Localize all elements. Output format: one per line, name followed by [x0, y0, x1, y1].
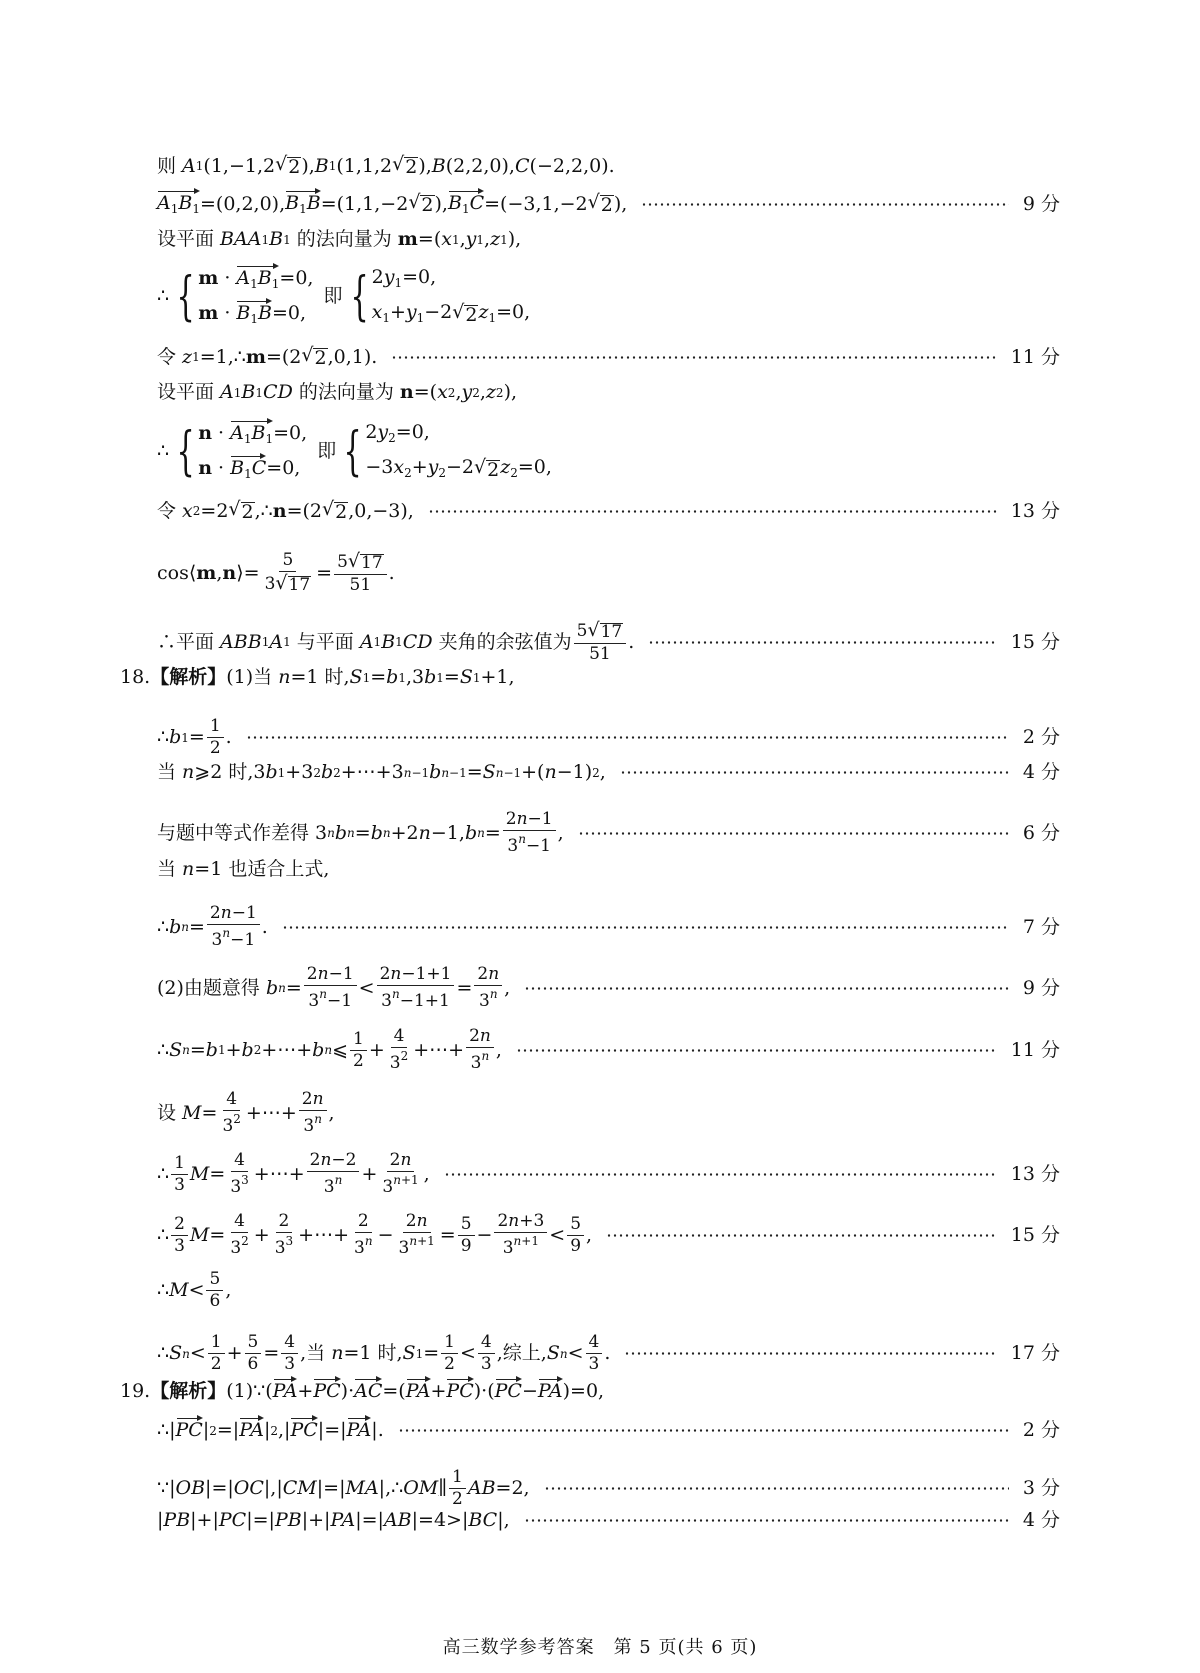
- solution-text: ∴| PC | 2 =| PA | 2 ,| PC |=| PA |.: [157, 1419, 384, 1441]
- line-6: [157, 383, 1060, 402]
- solution-text: ∴ M < $\frac{5}{6}$ ,: [157, 1269, 232, 1311]
- score-label: 17 分: [1010, 1342, 1060, 1364]
- leader-dots: [524, 1519, 1009, 1522]
- score-label: 9 分: [1022, 976, 1060, 999]
- score-label: 7 分: [1022, 915, 1060, 938]
- score-label: 4 分: [1022, 1509, 1060, 1531]
- leader-dots: [578, 832, 1009, 835]
- score-label: 13 分: [1010, 1162, 1060, 1185]
- question-18-heading: 18. 【解析】 (1)当 n =1 时, S 1 = b 1 ,3 b 1 = S 1 +1,: [120, 666, 515, 688]
- line-17: [157, 966, 1060, 1010]
- leader-dots: [428, 510, 997, 513]
- line-12: [157, 718, 1060, 757]
- page-footer: 高三数学参考答案 第 5 页(共 6 页): [442, 1637, 758, 1658]
- line-20: [157, 1152, 1060, 1196]
- line-26: [157, 1469, 1060, 1508]
- score-label: 11 分: [1010, 1038, 1060, 1061]
- line-22: [157, 1271, 1060, 1310]
- line-23: [157, 1334, 1060, 1373]
- line-15: [157, 860, 1060, 879]
- solution-text: cos⟨ m , n ⟩= 5 3 √ 17 = 5 √ 17 51 .: [157, 550, 395, 595]
- score-label: 13 分: [1010, 499, 1060, 522]
- solution-text: 设平面 A 1 B 1 CD 的法向量为 n =( x 2 , y 2 , z 2 ),: [157, 381, 518, 403]
- solution-text: 令 x 2 =2 √ 2 ,∴ n =(2 √ 2 ,0,−3),: [157, 498, 414, 523]
- score-label: 11 分: [1010, 345, 1060, 368]
- score-label: 3 分: [1022, 1477, 1060, 1499]
- leader-dots: [444, 1173, 997, 1176]
- score-label: 6 分: [1022, 821, 1060, 844]
- line-10: [157, 621, 1060, 663]
- solution-text: 与题中等式作差得 3 n b n = b n +2 n −1, b n = $\frac{2n-1}{3^n-1}$ ,: [157, 809, 564, 856]
- leader-dots: [282, 926, 1009, 929]
- line-13: [157, 763, 1060, 782]
- line-8: [157, 500, 1060, 522]
- line-5: [157, 346, 1060, 368]
- leader-dots: [246, 736, 1009, 739]
- question-19-heading: 19. 【解析】 (1)∵( PA + PC )· AC =( PA + PC )·( PC − PA )=0,: [120, 1380, 605, 1402]
- line-24: [120, 1382, 1060, 1401]
- solution-text: 则 A 1 (1,−1,2 √ 2 ), B 1 (1,1,2 √ 2 ), B (2,2,0), C (−2,2,0).: [157, 153, 615, 178]
- score-label: 9 分: [1022, 192, 1060, 215]
- solution-text: 当 n ⩾2 时,3 b 1 +3 2 b 2 +⋯+3 n−1 b n−1 = S n−1 +( n −1) 2 ,: [157, 761, 606, 783]
- leader-dots: [641, 203, 1009, 206]
- leader-dots: [620, 771, 1009, 774]
- solution-text: 当 n =1 也适合上式,: [157, 858, 330, 880]
- solution-text: ∴ $\frac{2}{3}$ M = $\frac{4}{3^2}$ + $\frac{2}{3^3}$ +⋯+ $\frac{2}{3^n}$ − $\frac{2n}{3^{n+1}}$ = $\frac{5}{9}$ − $\frac{2n+3}{3^{n+1}}$ < $\frac{5}{9}$ ,: [157, 1211, 593, 1258]
- leader-dots: [516, 1049, 997, 1052]
- line-25: [157, 1421, 1060, 1440]
- solution-text: ∴ $\frac{1}{3}$ M = $\frac{4}{3^3}$ +⋯+ $\frac{2n-2}{3^n}$ + $\frac{2n}{3^{n+1}}$ ,: [157, 1150, 430, 1197]
- leader-dots: [398, 1429, 1009, 1432]
- solution-text: ∴平面 ABB 1 A 1 与平面 A 1 B 1 CD 夹角的余弦值为 5 √ 17 51 .: [157, 619, 635, 664]
- leader-dots: [391, 356, 996, 359]
- score-label: 15 分: [1010, 1223, 1060, 1246]
- leader-dots: [624, 1352, 996, 1355]
- score-label: 15 分: [1010, 630, 1060, 653]
- solution-text: 设平面 BAA 1 B 1 的法向量为 m =( x 1 , y 1 , z 1 ),: [157, 228, 522, 250]
- line-4: [157, 268, 1060, 325]
- line-2: [157, 193, 1060, 215]
- solution-text: ∵| OB |=| OC |,| CM |=| MA |,∴ OM ∥ $\frac{1}{2}$ AB =2,: [157, 1467, 530, 1509]
- line-3: [157, 230, 1060, 249]
- solution-text: $A_1B_1$ =(0,2,0), $B_1B$ =(1,1,−2 √ 2 ), $B_1C$ =(−3,1,−2 √ 2 ),: [157, 191, 628, 216]
- score-label: 2 分: [1022, 726, 1060, 748]
- leader-dots: [544, 1487, 1009, 1490]
- solution-text: ∴ S n = b 1 + b 2 +⋯+ b n ⩽ $\frac{1}{2}$ + $\frac{4}{3^2}$ +⋯+ $\frac{2n}{3^n}$ ,: [157, 1026, 502, 1073]
- solution-text: ∴ b n = $\frac{2n-1}{3^n-1}$ .: [157, 903, 268, 950]
- line-9: [157, 552, 1060, 594]
- solution-text: 令 z 1 =1,∴ m =(2 √ 2 ,0,1).: [157, 344, 378, 369]
- score-label: 2 分: [1022, 1419, 1060, 1441]
- leader-dots: [606, 1234, 997, 1237]
- leader-dots: [524, 987, 1009, 990]
- line-1: [157, 155, 1060, 177]
- solution-text: (2)由题意得 b n = $\frac{2n-1}{3^n-1}$ < $\frac{2n-1+1}{3^n-1+1}$ = $\frac{2n}{3^n}$ ,: [157, 964, 511, 1011]
- line-27: [157, 1511, 1060, 1530]
- solution-text: 设 M = $\frac{4}{3^2}$ +⋯+ $\frac{2n}{3^n}$ ,: [157, 1089, 335, 1136]
- line-19: [157, 1091, 1060, 1135]
- line-18: [157, 1028, 1060, 1072]
- equation-system: ∴ { $n \cdot A_1B_1=0$, $n \cdot B_1C=0$, 即 { $2y_2=0$, $-3x_2+y_2-2$ √ 2 $z_2=0$,: [157, 421, 552, 482]
- score-label: 4 分: [1022, 761, 1060, 783]
- equation-system: ∴ { $m \cdot A_1B_1=0$, $m \cdot B_1B=0$, 即 { $2y_1=0$, $x_1+y_1-2$ √ 2 $z_1=0$,: [157, 266, 531, 327]
- line-16: [157, 905, 1060, 949]
- solution-text: | PB |+| PC |=| PB |+| PA |=| AB |=4>| BC |,: [157, 1509, 510, 1531]
- line-7: [157, 423, 1060, 480]
- line-11: [120, 668, 1060, 687]
- solution-text: ∴ S n < $\frac{1}{2}$ + $\frac{5}{6}$ = $\frac{4}{3}$ ,当 n =1 时, S 1 = $\frac{1}{2}$ < $\frac{4}{3}$ ,综上, S n < $\frac{4}{3}$ .: [157, 1332, 611, 1374]
- leader-dots: [648, 641, 997, 644]
- solution-text: ∴ b 1 = $\frac{1}{2}$ .: [157, 716, 232, 758]
- line-21: [157, 1213, 1060, 1257]
- line-14: [157, 811, 1060, 855]
